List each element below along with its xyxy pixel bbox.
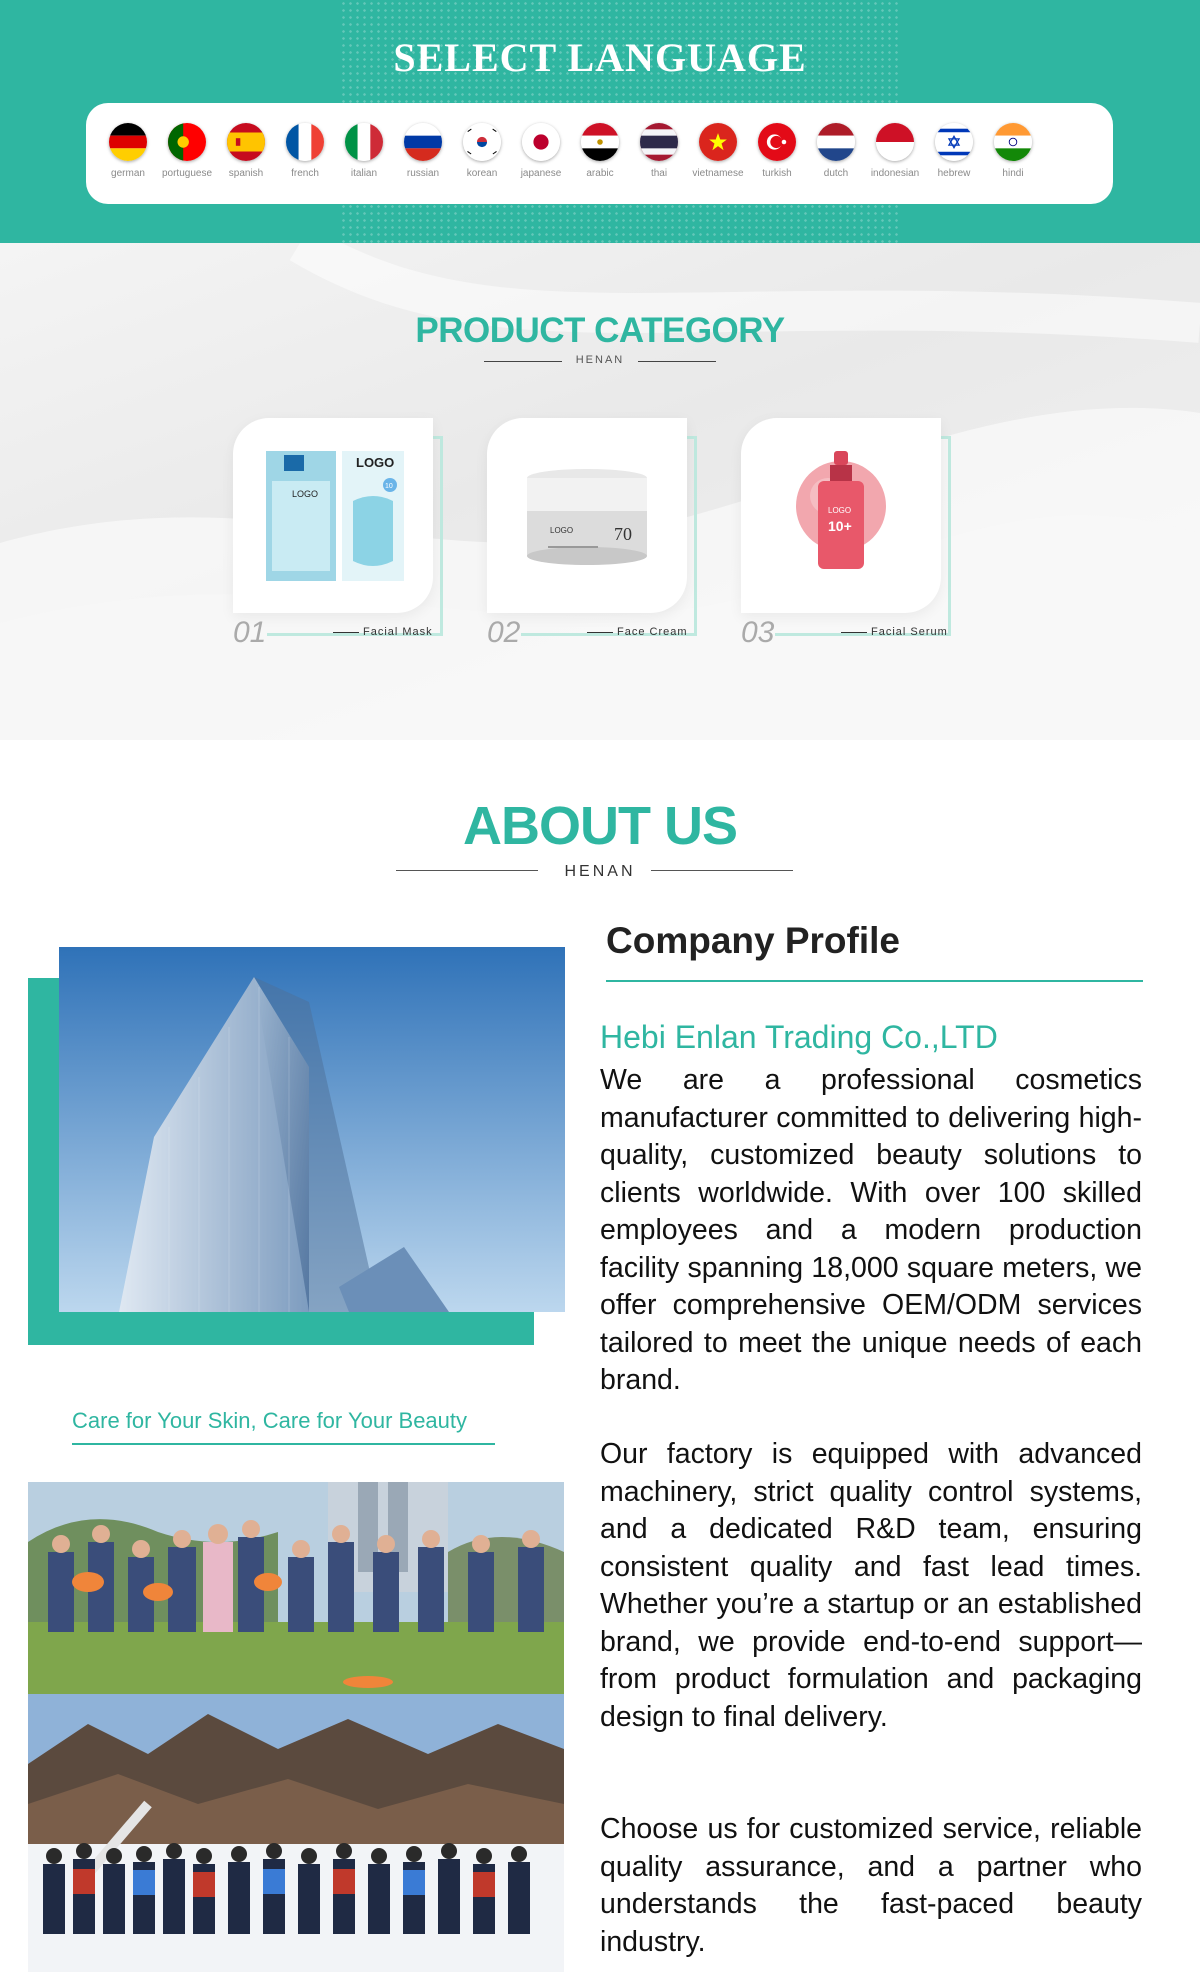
language-label: turkish — [762, 168, 792, 179]
netherlands-flag-icon — [817, 123, 855, 161]
slogan-underline — [72, 1443, 495, 1445]
language-label: hindi — [1002, 168, 1024, 179]
language-label: dutch — [823, 168, 849, 179]
italy-flag-icon — [345, 123, 383, 161]
profile-paragraph-3: Choose us for customized service, reliable quality assurance, and a partner who understands the fast-paced beauty industry. — [600, 1813, 1142, 1958]
language-label: thai — [650, 168, 668, 179]
language-label: arabic — [586, 168, 614, 179]
product-category-title: PRODUCT CATEGORY — [415, 311, 785, 350]
product-name: Face Cream — [587, 626, 688, 638]
serum-logo-text: LOGO — [828, 505, 852, 515]
language-selector-card — [86, 103, 1113, 204]
subtitle-divider-right — [638, 361, 716, 362]
mask-logo-text: LOGO — [356, 454, 395, 470]
language-section-title: SELECT LANGUAGE — [393, 35, 807, 80]
language-label: japanese — [520, 168, 562, 179]
company-profile-heading: Company Profile — [606, 920, 900, 961]
language-label: french — [291, 168, 319, 179]
israel-flag-icon — [935, 123, 973, 161]
product-name: Facial Serum — [841, 626, 948, 638]
product-name: Facial Mask — [333, 626, 433, 638]
indonesia-flag-icon — [876, 123, 914, 161]
about-us-subtitle: HENAN — [564, 863, 636, 880]
product-card-facial-serum[interactable] — [741, 418, 961, 649]
product-number: 03 — [741, 616, 775, 649]
thailand-flag-icon — [640, 123, 678, 161]
profile-paragraph-1: We are a professional cosmetics manufacturer committed to delivering high-quality, customized beauty solutions to clients worldwide. With over 100 skilled employees and a modern production facility spanning 18,000 square meters, we offer comprehensive OEM/ODM services tailored to meet the unique needs of each brand. — [600, 1064, 1142, 1396]
language-label: vietnamese — [692, 168, 744, 179]
team-ski-trip-photo — [28, 1694, 564, 1972]
profile-paragraph-2: Our factory is equipped with advanced machinery, strict quality control systems, and a dedicated R&D team, ensuring consistent quality and fast lead times. Whether you’re a startup or an established brand, we provide end-to-end support—from product formulation and packaging design to final delivery. — [600, 1438, 1142, 1733]
language-label: spanish — [228, 168, 264, 179]
product-category-subtitle: HENAN — [575, 354, 625, 366]
company-slogan: Care for Your Skin, Care for Your Beauty — [72, 1408, 468, 1433]
cream-logo-text: LOGO — [550, 525, 574, 535]
spain-flag-icon — [227, 123, 265, 161]
product-card-facial-mask[interactable] — [233, 418, 453, 649]
germany-flag-icon — [109, 123, 147, 161]
profile-heading-underline — [606, 980, 1143, 982]
language-option-hindi[interactable] — [977, 123, 1049, 179]
vietnam-flag-icon — [699, 123, 737, 161]
mask-badge-text: 10 — [385, 482, 393, 490]
serum-badge-text: 10+ — [828, 517, 852, 534]
language-label: indonesian — [870, 168, 920, 179]
language-label: hebrew — [937, 168, 971, 179]
cream-badge-text: 70 — [614, 523, 632, 544]
language-label: korean — [466, 168, 498, 179]
turkey-flag-icon — [758, 123, 796, 161]
product-card-face-cream[interactable] — [487, 418, 707, 649]
language-label: portuguese — [161, 168, 213, 179]
about-us-title: ABOUT US — [463, 796, 737, 856]
product-number: 02 — [487, 616, 521, 649]
facial-serum-bottle-image — [741, 418, 941, 613]
language-label: german — [111, 168, 145, 179]
language-section — [0, 0, 1200, 243]
france-flag-icon — [286, 123, 324, 161]
japan-flag-icon — [522, 123, 560, 161]
egypt-flag-icon — [581, 123, 619, 161]
language-label: italian — [350, 168, 378, 179]
company-name: Hebi Enlan Trading Co.,LTD — [600, 1019, 998, 1055]
korea-flag-icon — [463, 123, 501, 161]
russia-flag-icon — [404, 123, 442, 161]
mask-logo-text: LOGO — [292, 488, 319, 499]
product-category-section — [0, 243, 1200, 740]
face-cream-jar-image — [487, 418, 687, 613]
india-flag-icon — [994, 123, 1032, 161]
about-divider-right — [651, 870, 793, 871]
facial-mask-product-image — [233, 418, 433, 613]
team-outdoor-photo — [28, 1482, 564, 1694]
office-building-photo — [59, 947, 565, 1312]
portugal-flag-icon — [168, 123, 206, 161]
product-number: 01 — [233, 616, 267, 649]
language-label: russian — [406, 168, 440, 179]
